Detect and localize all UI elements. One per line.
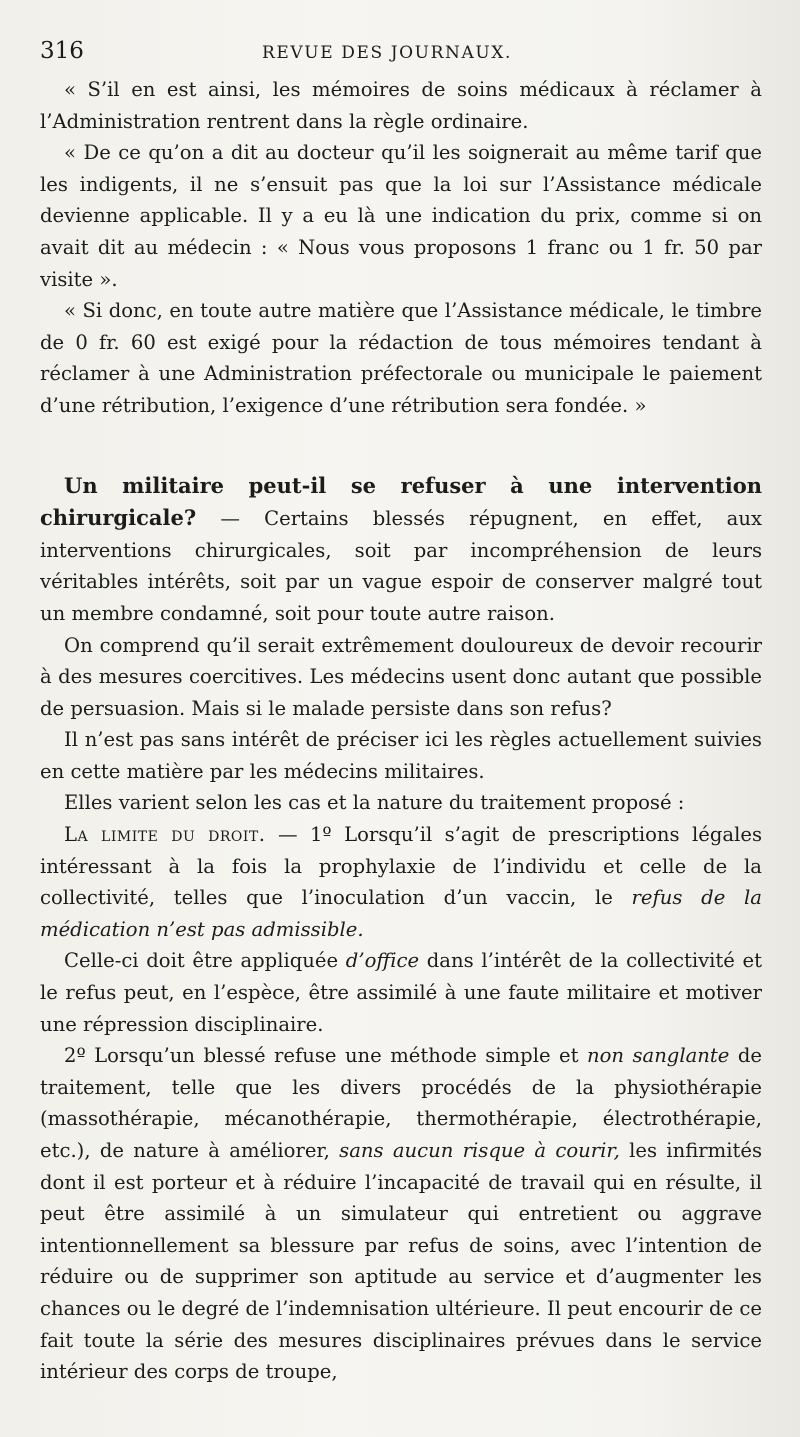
paragraph-cases: Elles varient selon les cas et la nature du traitement proposé : xyxy=(64,791,685,815)
paragraph-limit-of-right xyxy=(40,819,762,945)
paragraph-coercion: On comprend qu’il serait extrêmement douloureux de devoir recourir à des mesures coercitives. Les médecins usent donc autant que possible de persuasion. Mais si le malade persiste dans son refus? xyxy=(40,633,762,720)
physio-text-a: 2º Lorsqu’un blessé refuse une méthode simple et xyxy=(64,1044,579,1068)
section-intro-text: — Certains blessés répugnent, en effet, aux interventions chirurgicales, soit par incompréhension de leurs véritables intérêts, soit par un vague espoir de conserver malgré tout un membre condamné, soit pour toute autre raison. xyxy=(40,507,762,625)
office-text-a: Celle-ci doit être appliquée xyxy=(64,949,339,973)
section-break xyxy=(40,422,762,470)
quote-paragraph-3: « Si donc, en toute autre matière que l’Assistance médicale, le timbre de 0 fr. 60 est exigé pour la rédaction de tous mémoires tendant à réclamer à une Administration préfectorale ou municipale le paiement d’une rétribution, l’exigence d’une rétribution sera fondée. » xyxy=(40,299,762,417)
page-header xyxy=(40,38,762,74)
physio-text-c: les infirmités dont il est porteur et à réduire l’incapacité de travail qui en résulte, il peut être assimilé à un simulateur qui entretient ou aggrave intentionnellement sa blessure par refus de soins, avec l’intention de réduire ou de supprimer son aptitude au service et d’augmenter les chances ou le degré de l’indemnisation ultérieure. Il peut encourir de ce fait toute la série des mesures disciplinaires prévues dans le service intérieur des corps de troupe, xyxy=(40,1139,763,1384)
paragraph-rules: Il n’est pas sans intérêt de préciser ici les règles actuellement suivies en cette matière par les médecins militaires. xyxy=(40,728,762,783)
limit-text: — 1º Lorsqu’il s’agit de prescriptions légales intéressant à la fois la prophylaxie de l’individu et celle de la collectivité, telles que l’inoculation d’un vaccin, le xyxy=(40,823,763,910)
physio-italic-2: sans aucun risque à courir, xyxy=(339,1139,620,1162)
page-number: 316 xyxy=(40,38,84,64)
limit-italic: refus de la médication n’est pas admissible. xyxy=(40,886,762,941)
physio-text-b: de traitement, telle que les divers procédés de la physiothérapie (massothérapie, mécanothérapie, thermothérapie, électrothérapie, etc.), de nature à améliorer, xyxy=(40,1044,762,1162)
quote-paragraph-1: « S’il en est ainsi, les mémoires de soins médicaux à réclamer à l’Administration rentrent dans la règle ordinaire. xyxy=(40,78,762,133)
section-heading: Un militaire peut-il se refuser à une intervention chirurgicale? xyxy=(40,472,762,531)
quote-paragraph-2: « De ce qu’on a dit au docteur qu’il les soignerait au même tarif que les indigents, il ne s’ensuit pas que la loi sur l’Assistance médicale devienne applicable. Il y a eu là une indication du prix, comme si on avait dit au médecin : « Nous vous proposons 1 franc ou 1 fr. 50 par visite ». xyxy=(40,141,762,291)
physio-italic-1: non sanglante xyxy=(586,1044,730,1068)
running-title: REVUE DES JOURNAUX. xyxy=(262,43,512,63)
paragraph-office xyxy=(40,945,762,1040)
paragraph-physiotherapy xyxy=(40,1040,762,1388)
office-italic: d’office xyxy=(345,949,420,973)
section-intro-paragraph xyxy=(40,470,762,630)
subheading-limit-of-right: La limite du droit. xyxy=(64,823,266,847)
office-text-b: dans l’intérêt de la collectivité et le refus peut, en l’espèce, être assimilé à une faute militaire et motiver une répression disciplinaire. xyxy=(40,949,763,1036)
